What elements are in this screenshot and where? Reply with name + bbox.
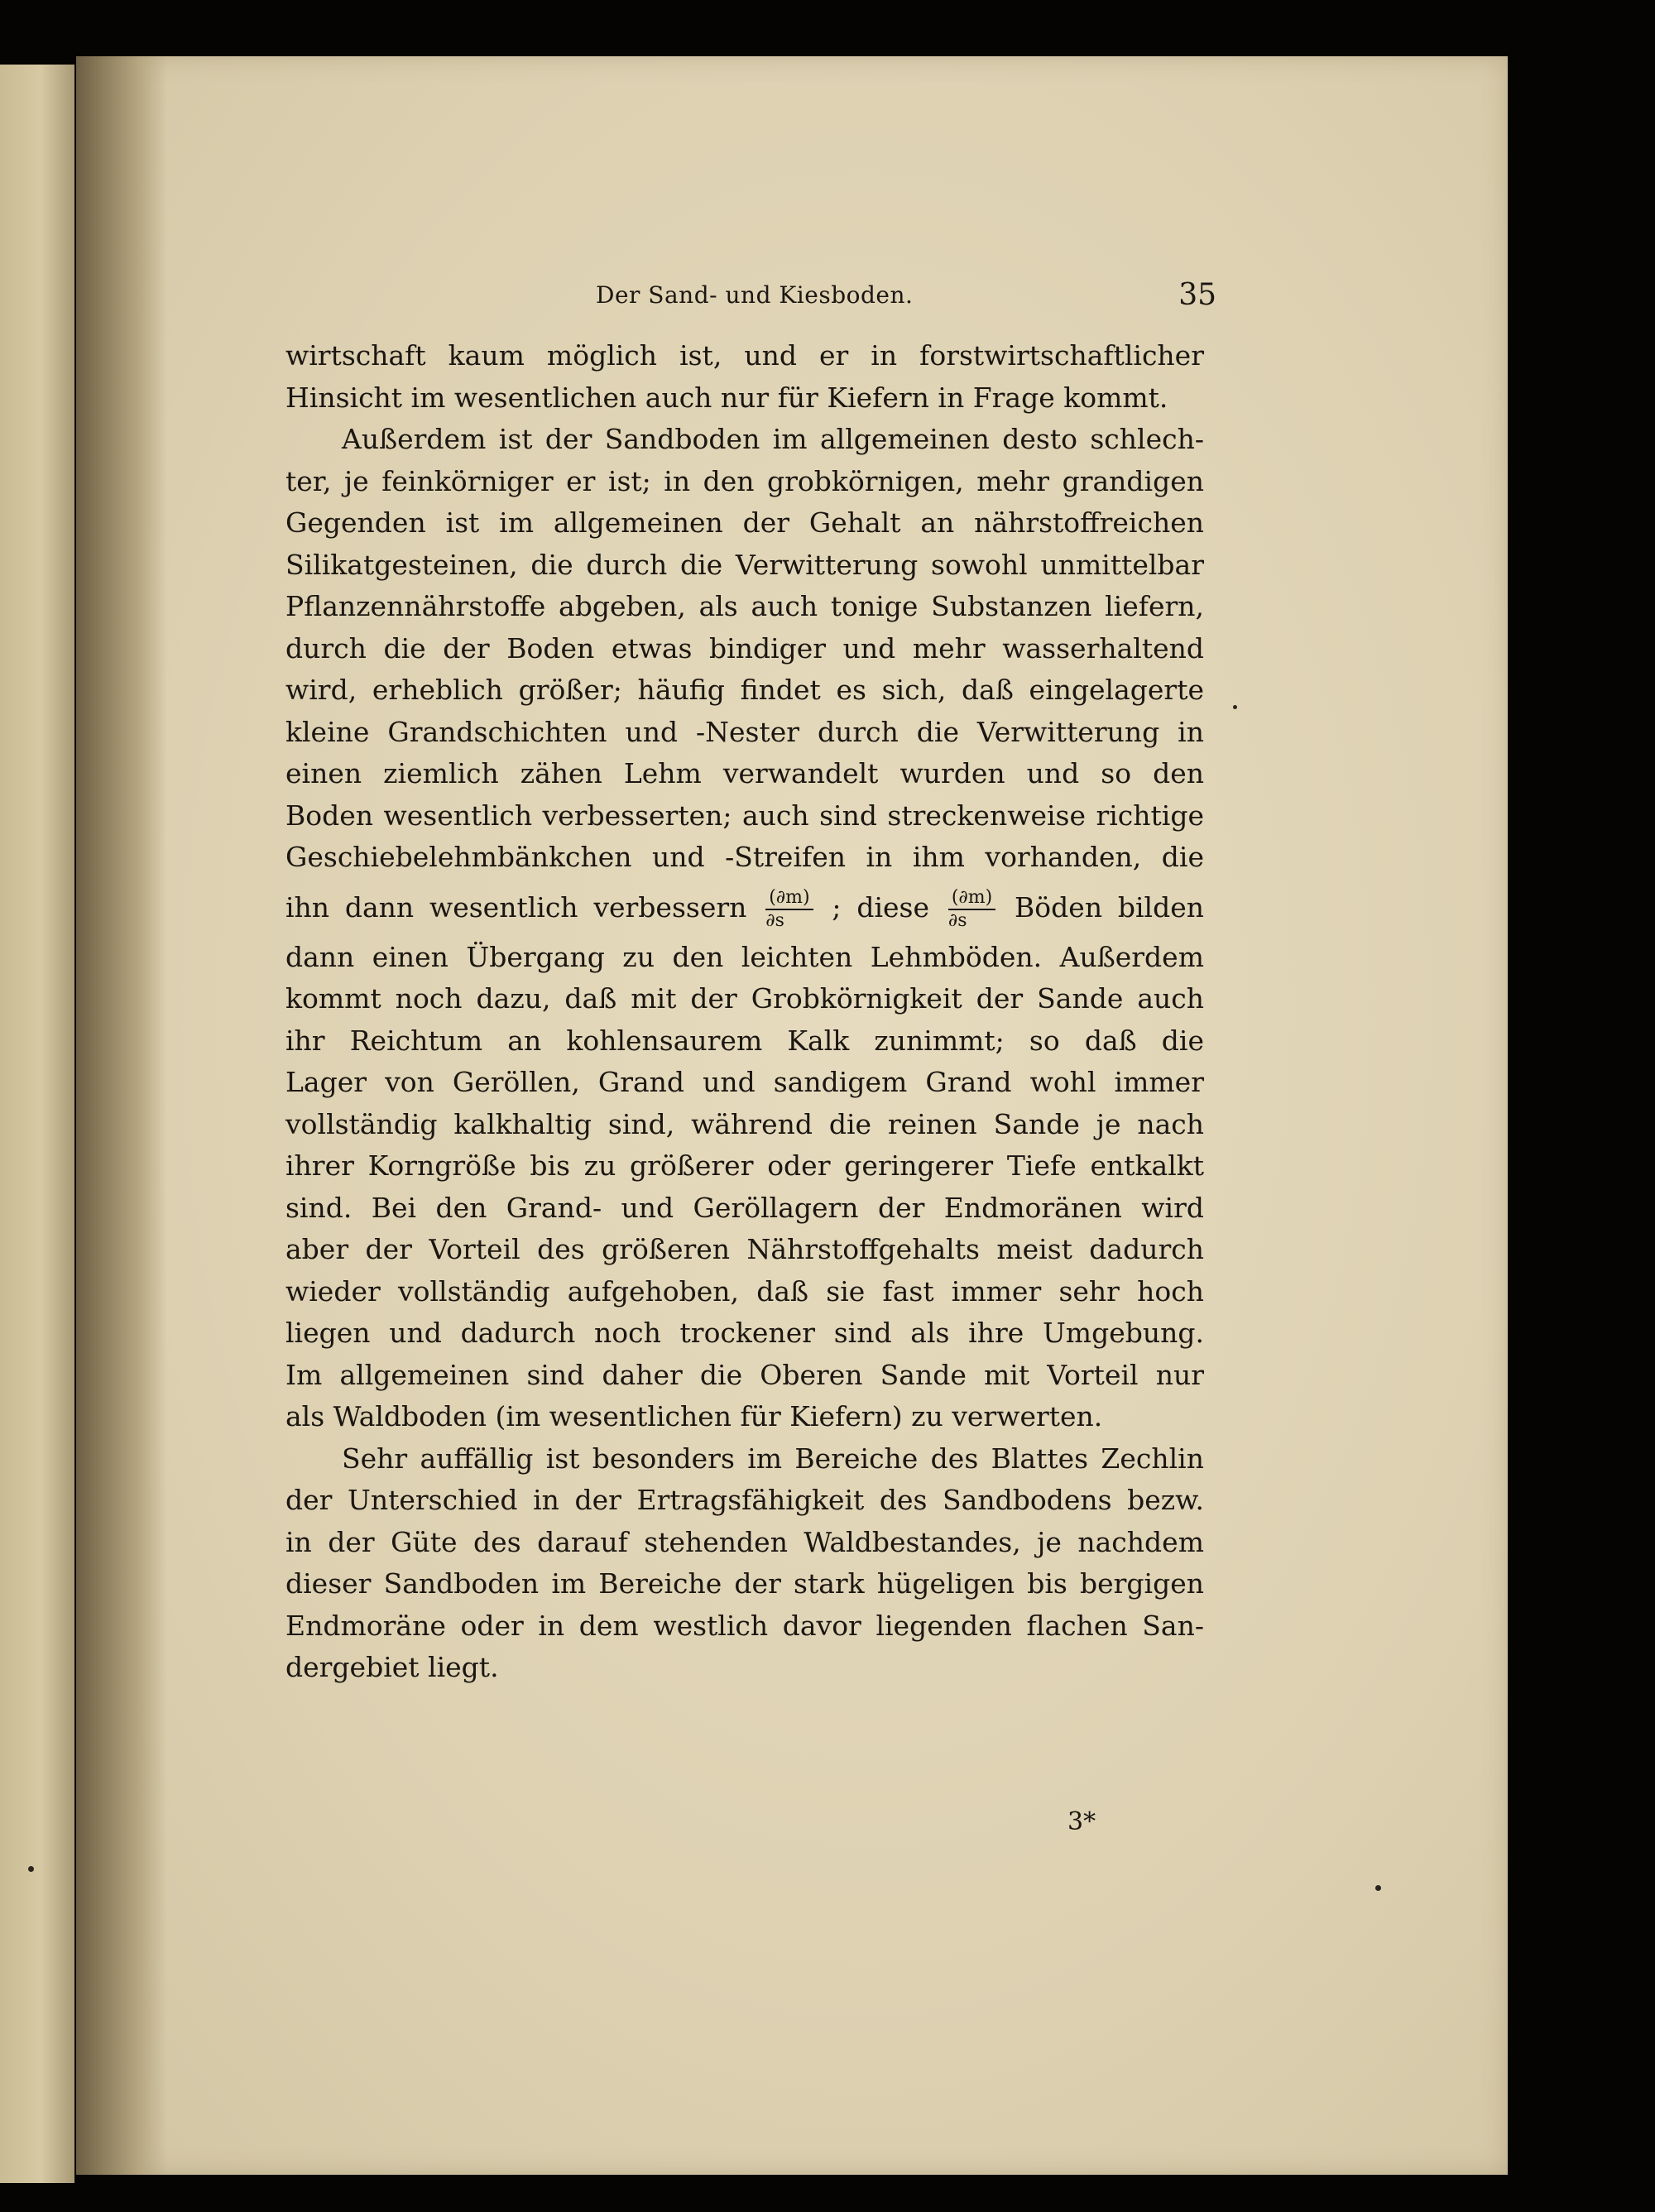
text-line: Geschiebelehmbänkchen und -Streifen in ihm vorhanden, die	[285, 841, 1204, 873]
text-line: sind. Bei den Grand- und Geröllagern der Endmoränen wird	[285, 1191, 1204, 1224]
text-line: ter, je feinkörniger er ist; in den grobkörnigen, mehr grandigen	[285, 464, 1204, 497]
text-line: wird, erheblich größer; häufig findet es sich, daß eingelagerte	[285, 674, 1204, 706]
signature-mark: 3*	[1067, 1807, 1096, 1836]
text-line: Silikatgesteinen, die durch die Verwitterung sowohl unmittelbar	[285, 548, 1204, 581]
text-line: durch die der Boden etwas bindiger und mehr wasserhaltend	[285, 631, 1204, 665]
running-head	[513, 278, 1216, 323]
text-line: Pflanzennährstoffe abgeben, als auch tonige Substanzen liefern,	[285, 590, 1204, 622]
fraction-numerator: (∂m)	[948, 889, 995, 910]
page-gutter-shadow	[76, 56, 167, 2175]
speck	[1233, 705, 1237, 709]
text-line: wirtschaft kaum möglich ist, und er in forstwirtschaftlicher	[285, 339, 1204, 372]
text-line: Im allgemeinen sind daher die Oberen Sande mit Vorteil nur	[285, 1358, 1204, 1391]
page-number: 35	[1178, 278, 1216, 312]
formula-text-after: Böden bilden	[1015, 890, 1205, 924]
text-line: kleine Grandschichten und -Nester durch die Verwitterung in	[285, 715, 1204, 748]
text-line: Gegenden ist im allgemeinen der Gehalt an nährstoffreichen	[285, 506, 1204, 539]
text-line: in der Güte des darauf stehenden Waldbestandes, je nachdem	[285, 1525, 1204, 1558]
text-line: wieder vollständig aufgehoben, daß sie fast immer sehr hoch	[285, 1274, 1204, 1308]
facing-page-edge	[0, 65, 74, 2183]
text-line: ihr Reichtum an kohlensaurem Kalk zunimmt; so daß die	[285, 1024, 1204, 1057]
text-line: dergebiet liegt.	[285, 1651, 499, 1683]
text-line: als Waldboden (im wesentlichen für Kiefern) zu verwerten.	[285, 1400, 1103, 1432]
running-title: Der Sand- und Kiesboden.	[596, 281, 914, 309]
text-line: vollständig kalkhaltig sind, während die reinen Sande je nach	[285, 1107, 1204, 1140]
text-line: liegen und dadurch noch trockener sind als ihre Umgebung.	[285, 1317, 1204, 1349]
formula-text-before: ihn dann wesentlich verbessern	[285, 890, 747, 924]
text-line: Hinsicht im wesentlichen auch nur für Kiefern in Frage kommt.	[285, 381, 1168, 414]
body-text	[285, 335, 1204, 1689]
partial-derivative-fraction	[947, 886, 995, 931]
fraction-denominator: ∂s	[765, 909, 784, 931]
text-line: dieser Sandboden im Bereiche der stark hügeligen bis bergigen	[285, 1567, 1204, 1600]
text-line: Lager von Geröllen, Grand und sandigem Grand wohl immer	[285, 1066, 1204, 1098]
partial-derivative-fraction	[765, 886, 813, 931]
fraction-numerator: (∂m)	[765, 889, 813, 910]
text-line: kommt noch dazu, daß mit der Grobkörnigkeit der Sande auch	[285, 982, 1204, 1015]
text-line: Außerdem ist der Sandboden im allgemeinen desto schlech-	[342, 423, 1204, 455]
text-line: ihrer Korngröße bis zu größerer oder geringerer Tiefe entkalkt	[285, 1149, 1204, 1182]
text-line: der Unterschied in der Ertragsfähigkeit des Sandbodens bezw.	[285, 1484, 1204, 1516]
fraction-denominator: ∂s	[947, 909, 967, 931]
formula-text-middle: ; diese	[832, 890, 930, 924]
formula-line	[285, 879, 1204, 937]
text-line: aber der Vorteil des größeren Nährstoffgehalts meist dadurch	[285, 1233, 1204, 1265]
speck	[28, 1866, 34, 1872]
text-line: Boden wesentlich verbesserten; auch sind streckenweise richtige	[285, 799, 1204, 832]
text-line: dann einen Übergang zu den leichten Lehmböden. Außerdem	[285, 940, 1204, 973]
text-line: Sehr auffällig ist besonders im Bereiche des Blattes Zechlin	[342, 1442, 1204, 1475]
speck	[1375, 1885, 1381, 1891]
text-line: einen ziemlich zähen Lehm verwandelt wurden und so den	[285, 757, 1204, 789]
text-line: Endmoräne oder in dem westlich davor liegenden flachen San-	[285, 1609, 1204, 1642]
